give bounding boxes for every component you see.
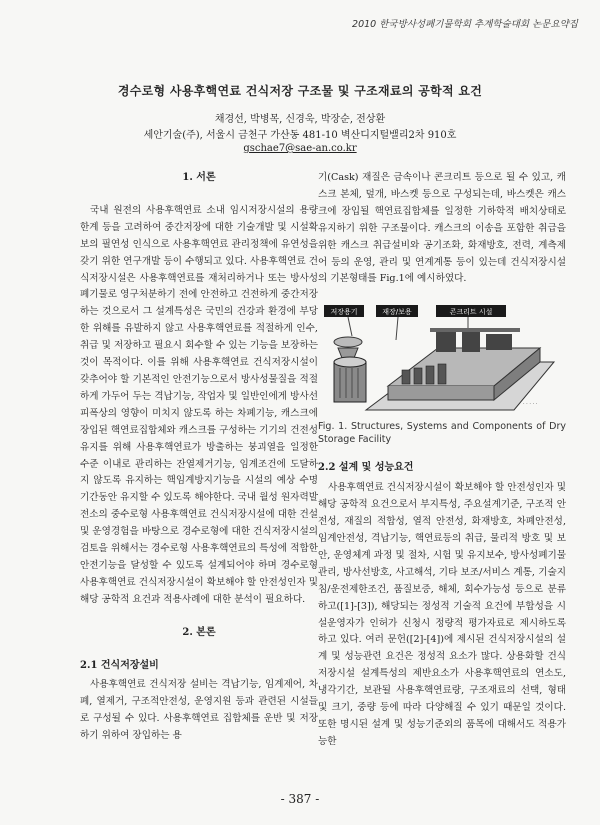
proceedings-header: 2010 한국방사성폐기물학회 추계학술대회 논문요약집 — [352, 19, 578, 30]
page-number: - 387 - — [280, 792, 320, 806]
right-column — [318, 170, 566, 751]
section-heading-introduction: 1. 서론 — [182, 172, 216, 183]
dry-storage-facility-illustration — [318, 302, 566, 414]
author-list: 채경선, 박병목, 신경욱, 박장순, 전상환 — [214, 114, 386, 125]
figure-label-transfer: 재장/보용 — [382, 308, 412, 317]
storage-equipment-paragraph: 사용후핵연료 건식저장 설비는 격납기능, 임계제어, 차폐, 열제거, 구조적안전성, 운영지원 등과 관련된 시설들로 구성될 수 있다. 사용후핵연료 집합체를 운반 및 저장하기 위하여 장입하는 용 — [80, 679, 318, 742]
introduction-paragraph: 국내 원전의 사용후핵연료 소내 임시저장시설의 용량한계 등을 고려하여 중간저장에 대한 기술개발 및 시설확보의 필연성 인식으로 사용후핵연료 관리정책에 유연성을 갖기 위한 연구개발 등이 수행되고 있다. 사용후핵연료 건식저장시설은 사용후핵연료를 재처리하거나 또는 방사성폐기물로 영구처분하기 전에 안전하고 건전하게 중간저장하는 것으로서 그 설계특성은 국민의 건강과 환경에 부당한 위해를 유발하지 않고 사용후핵연료를 적절하게 인수, 취급 및 저장하고 필요시 회수할 수 있는 기능을 보장하는 것이 목적이다. 이를 위해 사용후핵연료 건식저장시설이 갖추어야 할 기본적인 안전기능으로서 방사성물질을 적절하게 가두어 두는 격납기능, 작업자 및 일반인에게 방사선 피폭상의 영향이 미치지 않도록 하는 차폐기능, 캐스크에 장입된 핵연료집합체와 캐스크를 구성하는 기기의 건전성 유지를 위해 사용후핵연료가 방출하는 붕괴열을 일정한 수준 이내로 관리하는 잔열제거기능, 임계조건에 도달하지 않도록 유지하는 핵임계방지기능을 시설의 예상 수명기간동안 유지할 수 있도록 해야한다. 국내 월성 원자력발전소의 중수로형 사용후핵연료 건식저장시설에 대한 건설 및 운영경험을 바탕으로 경수로형에 대한 건식저장시설의 검토을 위해서는 경수로형 사용후핵연료의 특성에 적합한 안전기능을 달성할 수 있도록 설계되어야 하며 경수로형 사용후핵연료 건식저장시설이 확보해야 할 안전성인자 및 해당 공학적 요건과 적용사례에 대한 분석이 필요하다. — [80, 204, 318, 605]
figure-1 — [318, 302, 566, 414]
design-requirements-paragraph: 사용후핵연료 건식저장시설이 확보해야 할 안전성인자 및 해당 공학적 요건으로서 부지특성, 주요설계기준, 구조적 안전성, 재질의 적합성, 열적 안전성, 화재방호, 차폐안전성, 임계안전성, 격납기능, 핵연료등의 취급, 물리적 방호 및 보안, 운영체계 과정 및 절차, 시험 및 유지보수, 방사성폐기물관리, 방사선방호, 사고해석, 기타 보조/서비스 계통, 기술지침/운전제한조건, 품질보증, 해체, 회수가능성 등으로 분류하고([1]-[3]), 해당되는 정성적 기술적 요건에 부합성을 시설운영자가 인허가 신청시 정량적 평가자료로 제시하도록 하고 있다. 여러 문헌([2]-[4])에 제시된 건식저장시설의 설계 및 성능관련 요건은 정성적 요소가 많다. 상용화할 건식저장시설 설계특성의 제반요소가 사용후핵연료의 연소도, 냉각기간, 보관될 사용후핵연료량, 구조재료의 선택, 형태 및 크기, 중량 등에 따라 다양해질 수 있기 때문일 것이다. 또한 명시된 설계 및 성능기준외의 품목에 대해서도 적용가능한 — [318, 482, 566, 747]
paper-title: 경수로형 사용후핵연료 건식저장 구조물 및 구조재료의 공학적 요건 — [117, 84, 483, 98]
section-heading-main: 2. 본론 — [182, 626, 216, 638]
figure-label-cask: 저장용기 — [330, 308, 358, 317]
cask-paragraph: 기(Cask) 재질은 금속이나 콘크리트 등으로 될 수 있고, 캐스크 본체, 덮개, 바스켓 등으로 구성되는데, 바스켓은 캐스크에 장입될 핵연료집합체를 일정한 기하학적 배치상태로 유지하기 위한 구조물이다. 캐스크의 이송을 포함한 취급을 위한 캐스크 취급설비와 공기조화, 화재방호, 전력, 계측제어 등의 운영, 관리 및 연계계통 등이 있는데 건식저장시설의 기본형태를 Fig.1에 예시하였다. — [318, 172, 566, 285]
left-column — [80, 170, 318, 745]
author-email[interactable]: gschae7@sae-an.co.kr — [243, 143, 357, 154]
subsection-heading-2-1: 2.1 건식저장설비 — [80, 659, 159, 671]
subsection-heading-2-2: 2.2 설계 및 성능요건 — [318, 462, 414, 474]
svg-text:· · · · ·: · · · · · — [523, 401, 538, 408]
affiliation: 세안기술(주), 서울시 금천구 가산동 481-10 벽산디지털밸리2차 910호 — [143, 130, 457, 141]
figure-label-concrete: 콘크리트 시설 — [449, 308, 493, 317]
figure-1-caption: Fig. 1. Structures, Systems and Components of Dry Storage Facility — [318, 421, 566, 446]
